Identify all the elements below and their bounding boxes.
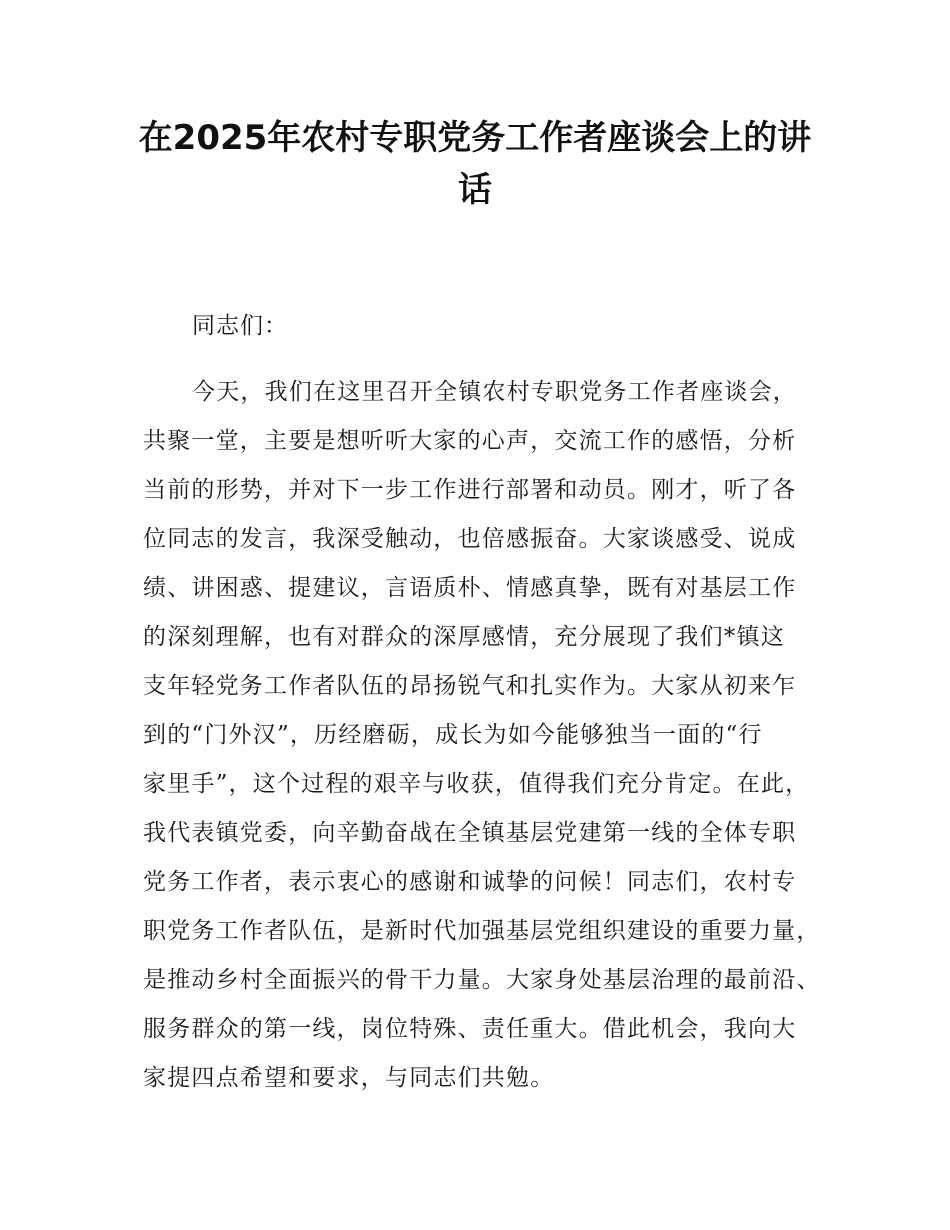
paragraph-line: 位同志的发言，我深受触动，也倍感振奋。大家谈感受、说成 <box>143 526 797 552</box>
paragraph-line: 到的“门外汉”，历经磨砺，成长为如今能够独当一面的“行 <box>143 722 763 748</box>
title-line-1: 在2025年农村专职党务工作者座谈会上的讲 <box>138 118 812 158</box>
paragraph-line: 当前的形势，并对下一步工作进行部署和动员。刚才，听了各 <box>143 477 797 503</box>
paragraph-line: 家里手”，这个过程的艰辛与收获，值得我们充分肯定。在此， <box>143 771 810 797</box>
salutation: 同志们： <box>192 313 288 339</box>
paragraph-line: 家提四点希望和要求，与同志们共勉。 <box>143 1065 555 1091</box>
title-line-2: 话 <box>458 170 492 210</box>
paragraph-line: 党务工作者，表示衷心的感谢和诚挚的问候！同志们，农村专 <box>143 869 797 895</box>
paragraph-line: 支年轻党务工作者队伍的昂扬锐气和扎实作为。大家从初来乍 <box>143 673 797 699</box>
paragraph-line: 的深刻理解，也有对群众的深厚感情，充分展现了我们*镇这 <box>143 624 785 650</box>
paragraph-line: 职党务工作者队伍，是新时代加强基层党组织建设的重要力量， <box>143 918 821 944</box>
document-title <box>120 112 830 216</box>
paragraph-line: 今天，我们在这里召开全镇农村专职党务工作者座谈会， <box>192 379 797 405</box>
paragraph-line: 绩、讲困惑、提建议，言语质朴、情感真挚，既有对基层工作 <box>143 575 797 601</box>
body-paragraph <box>143 372 843 1107</box>
paragraph-line: 共聚一堂，主要是想听听大家的心声，交流工作的感悟，分析 <box>143 428 797 454</box>
paragraph-line: 服务群众的第一线，岗位特殊、责任重大。借此机会，我向大 <box>143 1016 797 1042</box>
paragraph-line: 我代表镇党委，向辛勤奋战在全镇基层党建第一线的全体专职 <box>143 820 797 846</box>
paragraph-line: 是推动乡村全面振兴的骨干力量。大家身处基层治理的最前沿、 <box>143 967 821 993</box>
